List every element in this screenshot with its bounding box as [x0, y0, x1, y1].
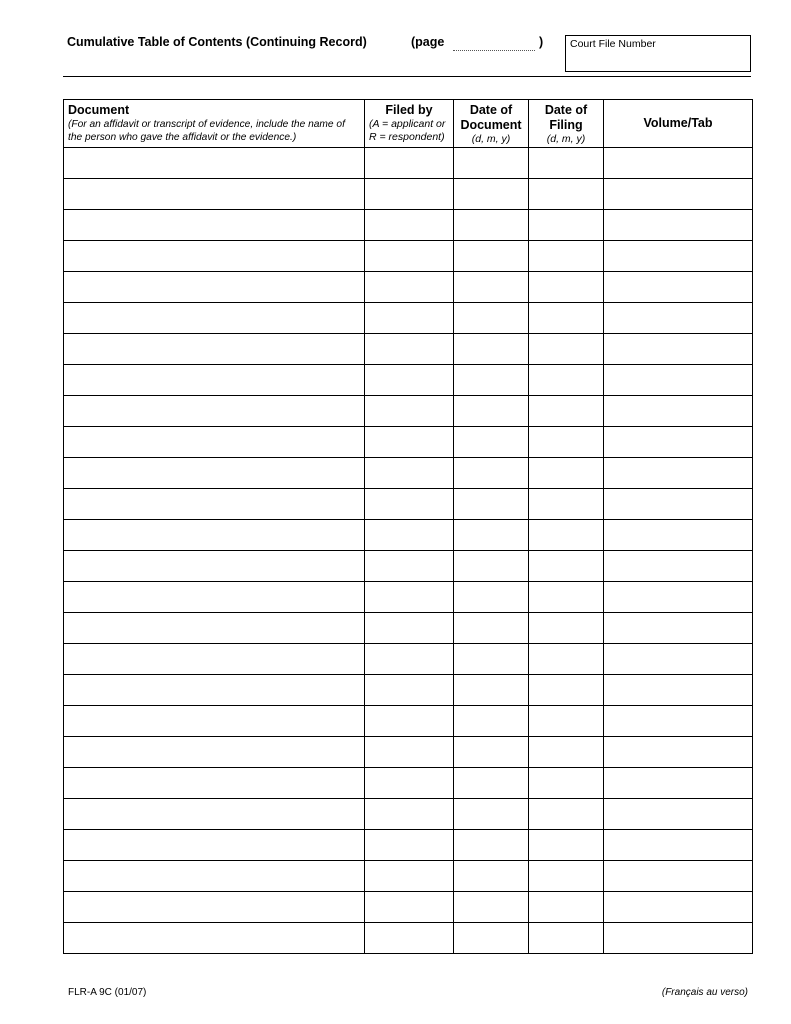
- cell-document[interactable]: [64, 179, 365, 210]
- cell-date-of-document[interactable]: [454, 675, 529, 706]
- table-row: [64, 799, 753, 830]
- cell-date-of-filing[interactable]: [529, 892, 604, 923]
- cell-volume-tab[interactable]: [604, 303, 753, 334]
- column-note: (For an affidavit or transcript of evidence, include the name of the person who gave the affidavit or the evidence.): [68, 119, 345, 143]
- cell-filed-by[interactable]: [365, 551, 454, 582]
- cell-volume-tab[interactable]: [604, 675, 753, 706]
- cell-filed-by[interactable]: [365, 799, 454, 830]
- cell-date-of-document[interactable]: [454, 737, 529, 768]
- cell-date-of-filing[interactable]: [529, 396, 604, 427]
- cell-date-of-filing[interactable]: [529, 582, 604, 613]
- cell-filed-by[interactable]: [365, 613, 454, 644]
- cell-volume-tab[interactable]: [604, 148, 753, 179]
- cell-filed-by[interactable]: [365, 923, 454, 954]
- table-row: [64, 241, 753, 272]
- cell-volume-tab[interactable]: [604, 396, 753, 427]
- cell-document[interactable]: [64, 520, 365, 551]
- cell-date-of-document[interactable]: [454, 768, 529, 799]
- cell-date-of-document[interactable]: [454, 427, 529, 458]
- cell-volume-tab[interactable]: [604, 737, 753, 768]
- cell-date-of-filing[interactable]: [529, 613, 604, 644]
- header-rule: [63, 76, 751, 77]
- cell-document[interactable]: [64, 613, 365, 644]
- column-header-date-of-filing: [529, 100, 604, 148]
- cell-date-of-document[interactable]: [454, 830, 529, 861]
- cell-date-of-filing[interactable]: [529, 768, 604, 799]
- cell-document[interactable]: [64, 830, 365, 861]
- cell-date-of-document[interactable]: [454, 210, 529, 241]
- cell-date-of-document[interactable]: [454, 365, 529, 396]
- cell-document[interactable]: [64, 489, 365, 520]
- cell-document[interactable]: [64, 334, 365, 365]
- column-header-date-of-document: [454, 100, 529, 148]
- cell-filed-by[interactable]: [365, 582, 454, 613]
- form-code: FLR-A 9C (01/07): [68, 987, 147, 998]
- cell-date-of-document[interactable]: [454, 489, 529, 520]
- page-number-field[interactable]: [453, 36, 535, 51]
- cell-date-of-filing[interactable]: [529, 675, 604, 706]
- cell-filed-by[interactable]: [365, 272, 454, 303]
- cell-volume-tab[interactable]: [604, 272, 753, 303]
- cell-date-of-filing[interactable]: [529, 830, 604, 861]
- cell-filed-by[interactable]: [365, 210, 454, 241]
- cell-filed-by[interactable]: [365, 644, 454, 675]
- cell-date-of-document[interactable]: [454, 861, 529, 892]
- cell-document[interactable]: [64, 582, 365, 613]
- cell-date-of-filing[interactable]: [529, 458, 604, 489]
- cell-date-of-document[interactable]: [454, 706, 529, 737]
- cell-volume-tab[interactable]: [604, 582, 753, 613]
- table-row: [64, 272, 753, 303]
- cell-document[interactable]: [64, 303, 365, 334]
- table-row: [64, 768, 753, 799]
- cell-filed-by[interactable]: [365, 148, 454, 179]
- cell-filed-by[interactable]: [365, 365, 454, 396]
- cell-document[interactable]: [64, 365, 365, 396]
- cell-filed-by[interactable]: [365, 427, 454, 458]
- cell-date-of-filing[interactable]: [529, 520, 604, 551]
- cell-date-of-filing[interactable]: [529, 210, 604, 241]
- cell-filed-by[interactable]: [365, 861, 454, 892]
- cell-document[interactable]: [64, 644, 365, 675]
- table-row: [64, 706, 753, 737]
- cell-volume-tab[interactable]: [604, 923, 753, 954]
- cell-date-of-filing[interactable]: [529, 303, 604, 334]
- cell-document[interactable]: [64, 768, 365, 799]
- table-row: [64, 148, 753, 179]
- table-row: [64, 675, 753, 706]
- cell-date-of-document[interactable]: [454, 272, 529, 303]
- cell-date-of-document[interactable]: [454, 644, 529, 675]
- cell-date-of-filing[interactable]: [529, 551, 604, 582]
- cell-date-of-document[interactable]: [454, 551, 529, 582]
- page-label: (page: [411, 35, 445, 49]
- cell-volume-tab[interactable]: [604, 241, 753, 272]
- cell-filed-by[interactable]: [365, 458, 454, 489]
- table-row: [64, 923, 753, 954]
- cell-volume-tab[interactable]: [604, 427, 753, 458]
- cell-volume-tab[interactable]: [604, 365, 753, 396]
- cell-date-of-filing[interactable]: [529, 334, 604, 365]
- french-version-note: (Français au verso): [661, 987, 748, 998]
- cell-date-of-filing[interactable]: [529, 706, 604, 737]
- cell-document[interactable]: [64, 458, 365, 489]
- cell-volume-tab[interactable]: [604, 861, 753, 892]
- cell-date-of-filing[interactable]: [529, 148, 604, 179]
- cell-filed-by[interactable]: [365, 396, 454, 427]
- form-title: Cumulative Table of Contents (Continuing Record): [67, 35, 367, 49]
- cell-date-of-document[interactable]: [454, 303, 529, 334]
- table-row: [64, 551, 753, 582]
- column-header-volume-tab: [604, 100, 753, 148]
- cell-date-of-document[interactable]: [454, 334, 529, 365]
- table-header-row: [64, 100, 753, 148]
- column-note: (A = applicant or R = respondent): [369, 118, 446, 143]
- cell-date-of-filing[interactable]: [529, 365, 604, 396]
- cell-document[interactable]: [64, 706, 365, 737]
- column-header-filed-by: [365, 100, 454, 148]
- cell-filed-by[interactable]: [365, 892, 454, 923]
- cell-volume-tab[interactable]: [604, 551, 753, 582]
- cell-date-of-filing[interactable]: [529, 799, 604, 830]
- cell-document[interactable]: [64, 427, 365, 458]
- cell-date-of-filing[interactable]: [529, 272, 604, 303]
- table-row: [64, 892, 753, 923]
- cell-filed-by[interactable]: [365, 675, 454, 706]
- cell-volume-tab[interactable]: [604, 644, 753, 675]
- cell-filed-by[interactable]: [365, 334, 454, 365]
- cell-document[interactable]: [64, 675, 365, 706]
- cell-filed-by[interactable]: [365, 830, 454, 861]
- cell-volume-tab[interactable]: [604, 334, 753, 365]
- cell-volume-tab[interactable]: [604, 179, 753, 210]
- cell-date-of-document[interactable]: [454, 179, 529, 210]
- cell-date-of-filing[interactable]: [529, 644, 604, 675]
- cell-document[interactable]: [64, 861, 365, 892]
- cell-document[interactable]: [64, 272, 365, 303]
- cell-date-of-filing[interactable]: [529, 489, 604, 520]
- column-title: Filed by: [385, 103, 433, 117]
- page-close-paren: ): [539, 35, 544, 49]
- cell-filed-by[interactable]: [365, 520, 454, 551]
- cell-document[interactable]: [64, 210, 365, 241]
- cell-date-of-document[interactable]: [454, 892, 529, 923]
- table-row: [64, 427, 753, 458]
- cell-date-of-document[interactable]: [454, 799, 529, 830]
- cell-date-of-filing[interactable]: [529, 923, 604, 954]
- cell-document[interactable]: [64, 892, 365, 923]
- cell-filed-by[interactable]: [365, 737, 454, 768]
- table-row: [64, 179, 753, 210]
- cell-date-of-filing[interactable]: [529, 179, 604, 210]
- cell-filed-by[interactable]: [365, 768, 454, 799]
- cell-date-of-filing[interactable]: [529, 737, 604, 768]
- court-file-label: Court File Number: [570, 38, 656, 50]
- column-note: (d, m, y): [471, 133, 511, 145]
- table-row: [64, 644, 753, 675]
- table-body: [64, 148, 753, 954]
- column-note: (d, m, y): [546, 133, 586, 145]
- cell-volume-tab[interactable]: [604, 613, 753, 644]
- cell-document[interactable]: [64, 923, 365, 954]
- cell-volume-tab[interactable]: [604, 520, 753, 551]
- cell-date-of-filing[interactable]: [529, 427, 604, 458]
- table-row: [64, 520, 753, 551]
- cell-date-of-filing[interactable]: [529, 241, 604, 272]
- table-row: [64, 303, 753, 334]
- contents-table: [63, 99, 753, 954]
- table-row: [64, 489, 753, 520]
- cell-document[interactable]: [64, 551, 365, 582]
- cell-filed-by[interactable]: [365, 706, 454, 737]
- table-row: [64, 334, 753, 365]
- cell-date-of-document[interactable]: [454, 613, 529, 644]
- cell-date-of-document[interactable]: [454, 520, 529, 551]
- cell-document[interactable]: [64, 241, 365, 272]
- column-title: Date of Filing: [544, 103, 588, 132]
- table-row: [64, 737, 753, 768]
- cell-volume-tab[interactable]: [604, 489, 753, 520]
- table-row: [64, 613, 753, 644]
- cell-filed-by[interactable]: [365, 303, 454, 334]
- column-header-document: [64, 100, 365, 148]
- cell-volume-tab[interactable]: [604, 892, 753, 923]
- cell-volume-tab[interactable]: [604, 830, 753, 861]
- cell-document[interactable]: [64, 799, 365, 830]
- cell-volume-tab[interactable]: [604, 458, 753, 489]
- cell-date-of-document[interactable]: [454, 923, 529, 954]
- table-row: [64, 830, 753, 861]
- cell-document[interactable]: [64, 148, 365, 179]
- cell-date-of-document[interactable]: [454, 458, 529, 489]
- cell-filed-by[interactable]: [365, 241, 454, 272]
- cell-date-of-document[interactable]: [454, 396, 529, 427]
- table-row: [64, 861, 753, 892]
- cell-volume-tab[interactable]: [604, 799, 753, 830]
- column-title: Volume/Tab: [643, 116, 713, 130]
- table-row: [64, 210, 753, 241]
- cell-volume-tab[interactable]: [604, 768, 753, 799]
- cell-document[interactable]: [64, 396, 365, 427]
- cell-date-of-filing[interactable]: [529, 861, 604, 892]
- cell-date-of-document[interactable]: [454, 148, 529, 179]
- table-row: [64, 582, 753, 613]
- column-title: Date of Document: [460, 103, 522, 132]
- cell-filed-by[interactable]: [365, 489, 454, 520]
- table-row: [64, 365, 753, 396]
- table-row: [64, 458, 753, 489]
- cell-volume-tab[interactable]: [604, 706, 753, 737]
- cell-date-of-document[interactable]: [454, 241, 529, 272]
- cell-filed-by[interactable]: [365, 179, 454, 210]
- table-row: [64, 396, 753, 427]
- column-title: Document: [68, 103, 130, 117]
- cell-document[interactable]: [64, 737, 365, 768]
- cell-volume-tab[interactable]: [604, 210, 753, 241]
- court-file-box[interactable]: [565, 35, 751, 72]
- cell-date-of-document[interactable]: [454, 582, 529, 613]
